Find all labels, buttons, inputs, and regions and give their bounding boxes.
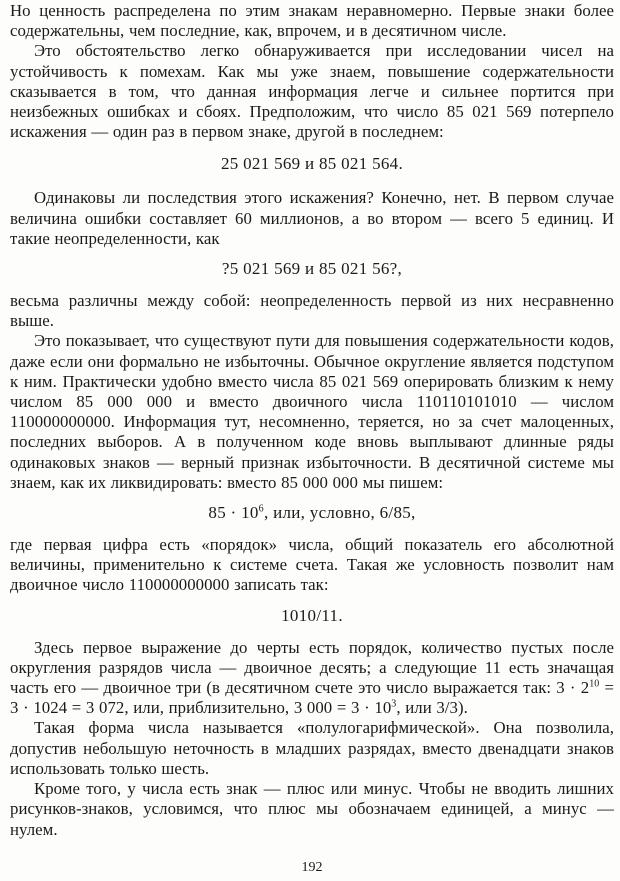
paragraph-7 bbox=[10, 638, 614, 719]
paragraph-3: Одинаковы ли последствия этого искажения? Конечно, нет. В первом случае величина ошибки составляет 60 миллионов, а во втором — всего 5 единиц. И такие неопределенности, как bbox=[10, 188, 614, 248]
paragraph-6: где первая цифра есть «порядок» числа, общий показатель его абсолютной величины, применительно к системе счета. Такая же условность позволит нам двоичное число 110000000000 записать так: bbox=[10, 535, 614, 595]
formula-binary-semilog: 1010/11. bbox=[281, 605, 343, 625]
formula-base: 85 · 10 bbox=[208, 503, 259, 523]
exponent-10: 10 bbox=[589, 678, 600, 690]
paragraph-9: Кроме того, у числа есть знак — плюс или минус. Чтобы не вводить лишних рисунков-знаков, условимся, что плюс мы обозначаем единицей, а минус — нулем. bbox=[10, 779, 614, 839]
book-page bbox=[10, 1, 614, 876]
formula-uncertainty-example: ?5 021 569 и 85 021 56?, bbox=[221, 259, 403, 279]
page-number: 192 bbox=[301, 860, 323, 875]
paragraph-5: Это показывает, что существуют пути для повышения содержательности кодов, даже если они формально не избыточны. Обычное округление является подступом к ним. Практически удобно вместо числа 85 021 569 оперировать близким к нему числом 85 000 000 и вместо двоичного числа 110110101010 — числом 110000000000. Информация тут, несомненно, теряется, но за счет малоценных, последних выборов. А в полученном коде вновь выплывают длинные ряды одинаковых знаков — верный признак избыточности. В десятичной системе мы знаем, как их ликвидировать: вместо 85 000 000 мы пишем: bbox=[10, 331, 614, 492]
formula-rest: , или, условно, 6/85, bbox=[263, 503, 416, 523]
paragraph-7-part-1: Здесь первое выражение до черты есть порядок, количество пустых после округления разрядов числа — двоичное десять; а следующие 11 есть значащая часть его — двоичное три (в десятичном счете это число выражается так: 3 · 2 bbox=[10, 637, 614, 698]
formula-scientific-notation bbox=[10, 503, 614, 523]
paragraph-4: весьма различны между собой: неопределенность первой из них несравненно выше. bbox=[10, 291, 614, 331]
paragraph-1: Но ценность распределена по этим знакам неравномерно. Первые знаки более содержательны, чем последние, как, впрочем, и в десятичном числе. bbox=[10, 1, 614, 41]
paragraph-7-part-2: = 3 · 1024 = 3 072, или, приблизительно, 3 000 = 3 · 10 bbox=[10, 678, 614, 718]
exponent-3: 3 bbox=[391, 698, 397, 710]
paragraph-7-part-3: , или 3/3). bbox=[396, 698, 468, 718]
formula-exponent: 6 bbox=[258, 503, 264, 515]
paragraph-8: Такая форма числа называется «полулогарифмической». Она позволила, допустив небольшую неточность в младших разрядах, вместо двенадцати знаков использовать только шесть. bbox=[10, 718, 614, 778]
paragraph-2: Это обстоятельство легко обнаруживается при исследовании чисел на устойчивость к помехам. Как мы уже знаем, повышение содержательности сказывается в том, что данная информация легче и сильнее портится при неизбежных ошибках и сбоях. Предположим, что число 85 021 569 потерпело искажения — один раз в первом знаке, другой в последнем: bbox=[10, 41, 614, 142]
formula-distortion-example: 25 021 569 и 85 021 564. bbox=[220, 154, 404, 174]
